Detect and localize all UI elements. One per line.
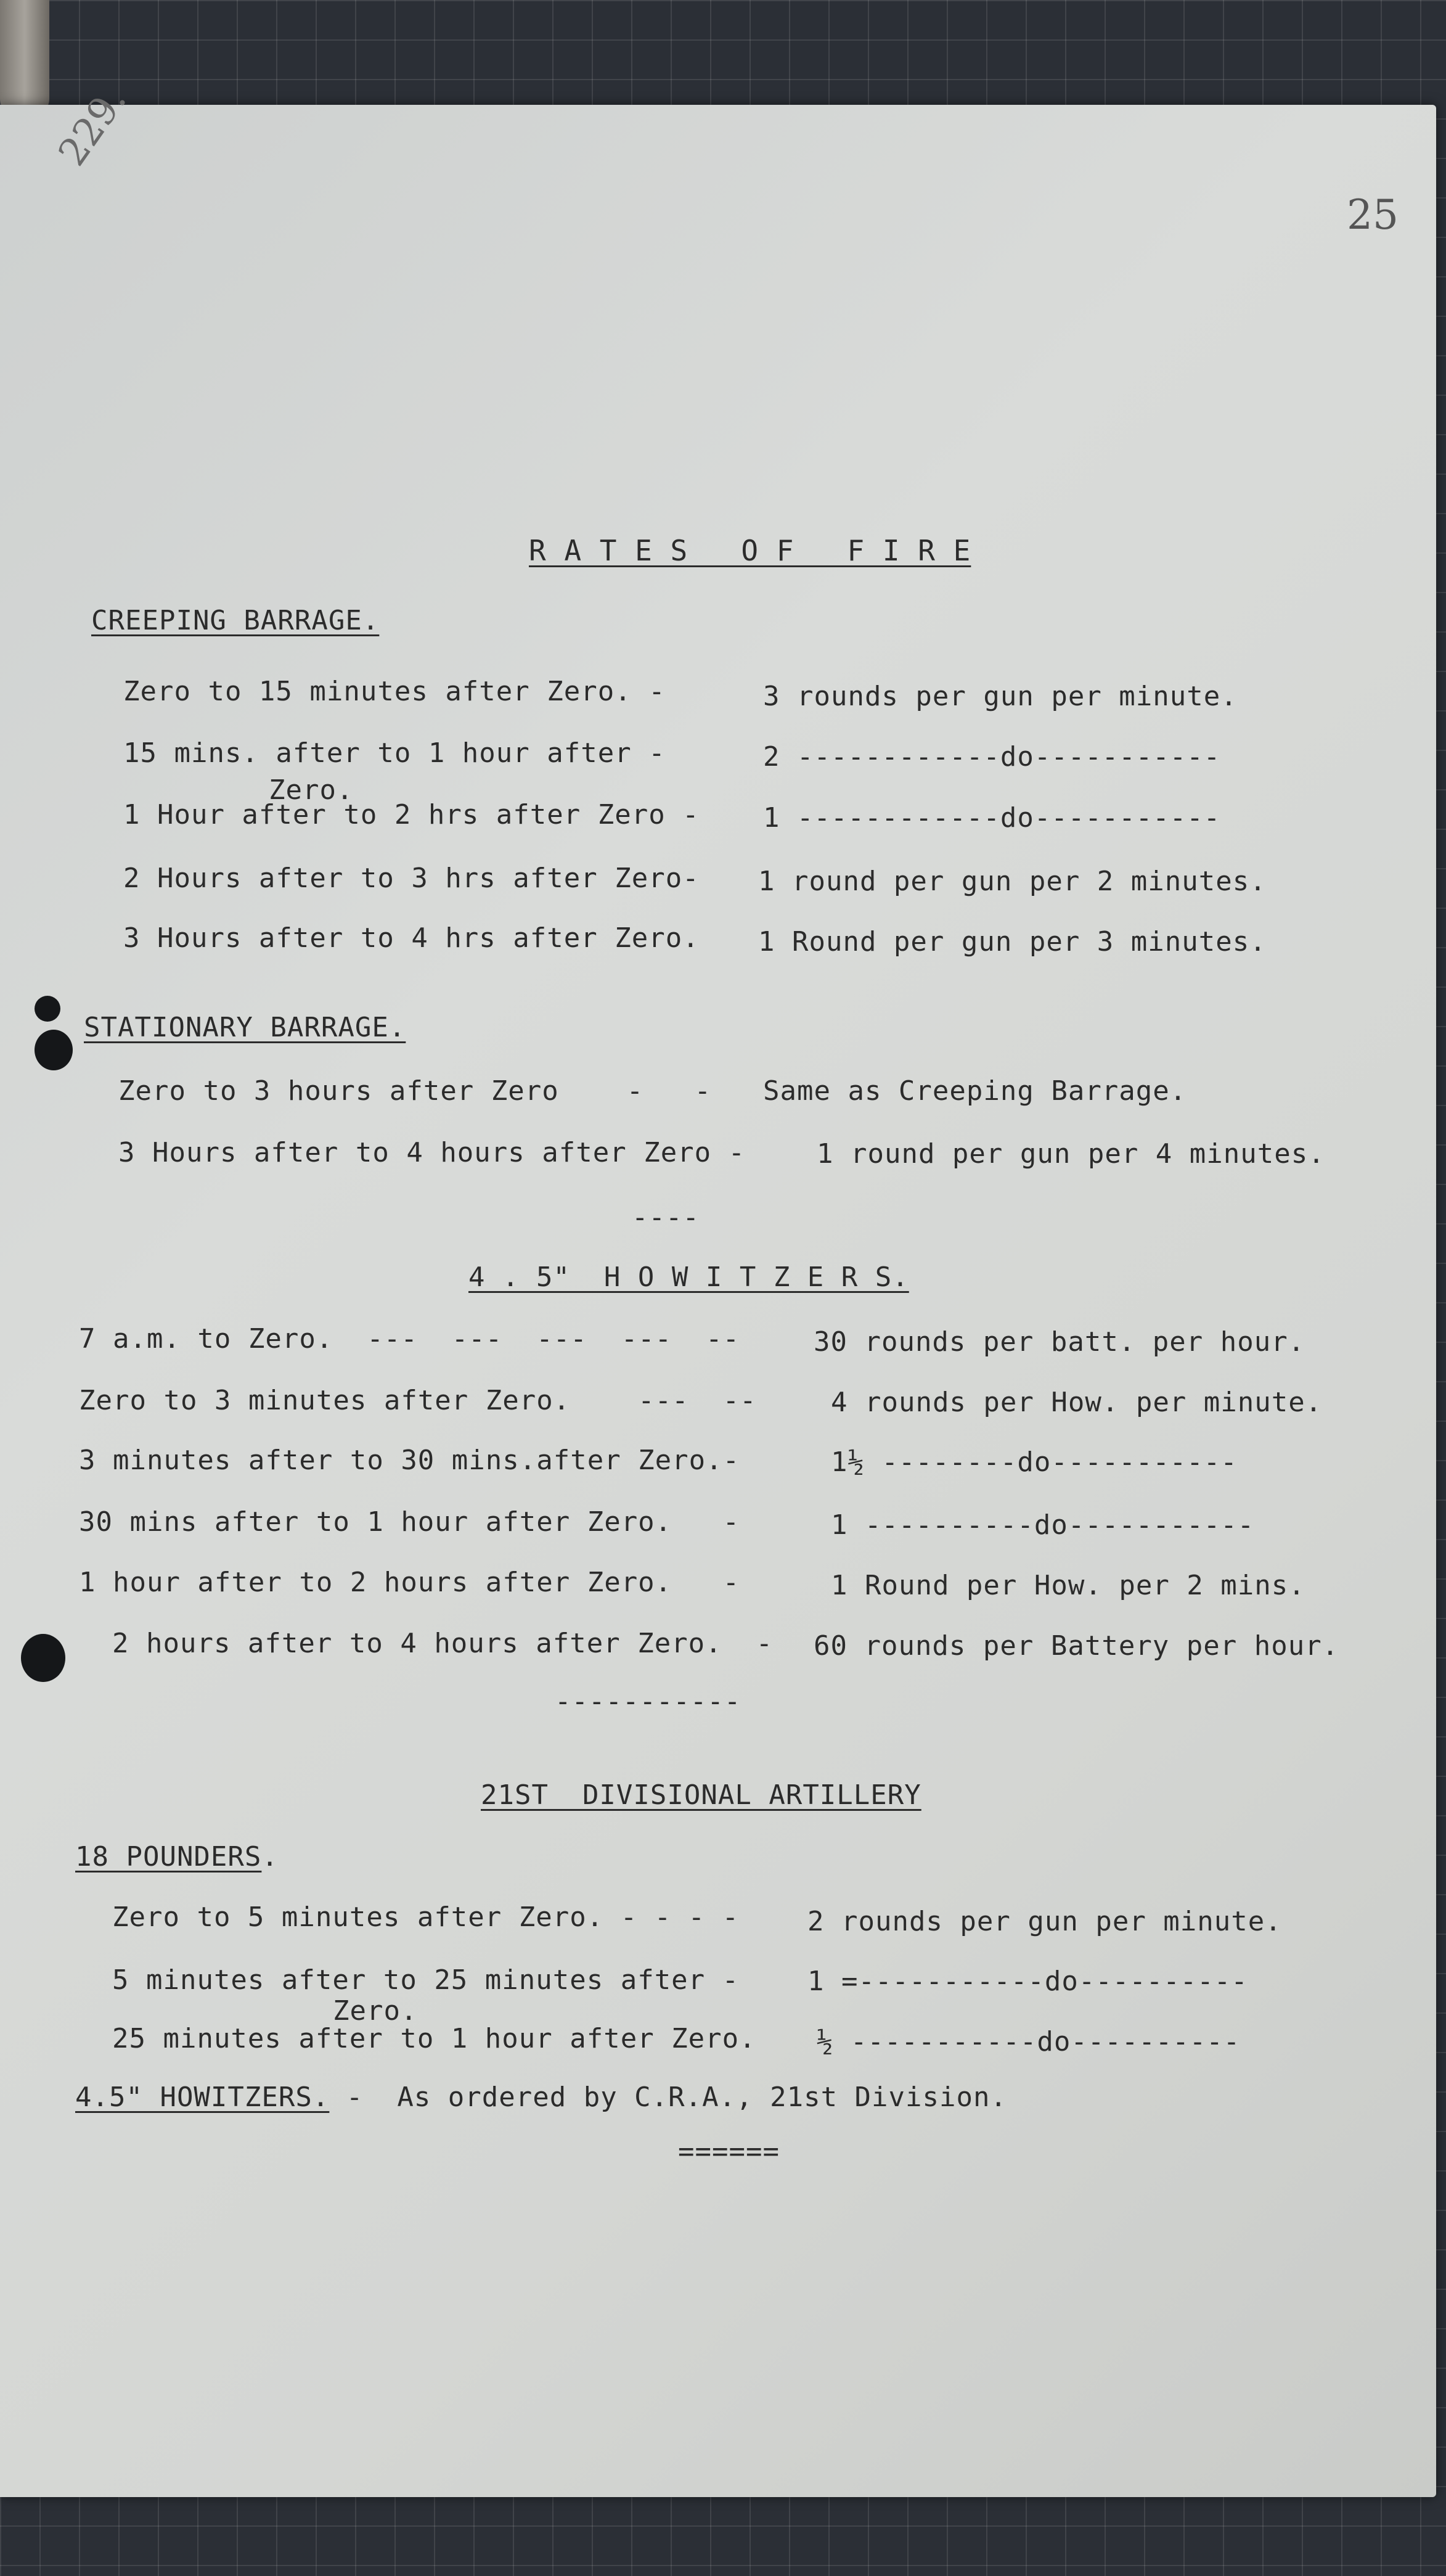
creeping-time: 15 mins. after to 1 hour after - [123, 737, 666, 769]
stationary-time: 3 Hours after to 4 hours after Zero - [118, 1137, 746, 1168]
stationary-rate: 1 round per gun per 4 minutes. [817, 1138, 1325, 1170]
pounders-time: Zero to 5 minutes after Zero. - - - - [112, 1901, 740, 1933]
pounders-time-cont: Zero. [333, 1995, 418, 2027]
creeping-rate: 2 ------------do----------- [763, 741, 1221, 773]
creeping-rate: 3 rounds per gun per minute. [763, 681, 1238, 712]
handwritten-folio: 229. [49, 78, 135, 174]
howitzer-time: Zero to 3 minutes after Zero. --- -- [79, 1385, 757, 1416]
punch-hole [21, 1634, 65, 1682]
binder-tag [0, 0, 49, 117]
howitzer-rate: 1 Round per How. per 2 mins. [831, 1570, 1305, 1601]
creeping-rate: 1 ------------do----------- [763, 802, 1221, 834]
creeping-time: 2 Hours after to 3 hrs after Zero- [123, 863, 700, 894]
creeping-time: 3 Hours after to 4 hrs after Zero. [123, 922, 700, 954]
howitzer-time: 3 minutes after to 30 mins.after Zero.- [79, 1445, 740, 1476]
pounders-heading-tail: . [261, 1841, 279, 1873]
howitzers-heading: 4 . 5" H O W I T Z E R S. [468, 1261, 909, 1293]
stationary-rate: Same as Creeping Barrage. [763, 1075, 1187, 1107]
pounders-rate: 1 =-----------do---------- [807, 1966, 1248, 1997]
howitzer-rate: 30 rounds per batt. per hour. [814, 1326, 1305, 1358]
pounders-heading: 18 POUNDERS [75, 1841, 262, 1873]
end-mark: ====== [678, 2136, 780, 2167]
division-heading: 21ST DIVISIONAL ARTILLERY [481, 1779, 921, 1811]
howitzer-time: 7 a.m. to Zero. --- --- --- --- -- [79, 1323, 740, 1355]
creeping-rate: 1 Round per gun per 3 minutes. [758, 926, 1267, 958]
howitzer-time: 30 mins after to 1 hour after Zero. - [79, 1506, 740, 1538]
divider: ----------- [555, 1686, 741, 1717]
pounders-time: 25 minutes after to 1 hour after Zero. [112, 2023, 756, 2054]
howitzer-time: 2 hours after to 4 hours after Zero. - [112, 1628, 774, 1659]
pounders-heading-line [75, 1841, 279, 1873]
punch-hole [35, 1030, 73, 1070]
creeping-time-cont: Zero. [269, 774, 354, 806]
creeping-time: 1 Hour after to 2 hrs after Zero - [123, 799, 700, 831]
howitzer-rate: 1 ----------do----------- [831, 1509, 1255, 1541]
document-page [0, 78, 1436, 2497]
page-number: 25 [1347, 191, 1399, 239]
howitzer-note: - As ordered by C.R.A., 21st Division. [329, 2082, 1007, 2113]
creeping-heading: CREEPING BARRAGE. [91, 605, 380, 636]
howitzer-time: 1 hour after to 2 hours after Zero. - [79, 1567, 740, 1598]
pounders-time: 5 minutes after to 25 minutes after - [112, 1964, 740, 1996]
howitzer-note-line [75, 2084, 1007, 2111]
howitzer-rate: 60 rounds per Battery per hour. [814, 1630, 1339, 1662]
pounders-rate: 2 rounds per gun per minute. [807, 1906, 1282, 1937]
creeping-rate: 1 round per gun per 2 minutes. [758, 866, 1267, 897]
stationary-heading: STATIONARY BARRAGE. [84, 1012, 406, 1043]
howitzer-rate: 4 rounds per How. per minute. [831, 1387, 1323, 1418]
stationary-time: Zero to 3 hours after Zero - - [118, 1075, 712, 1107]
punch-hole [35, 996, 60, 1022]
howitzer-note-heading: 4.5" HOWITZERS. [75, 2082, 330, 2113]
howitzer-rate: 1½ --------do----------- [831, 1446, 1238, 1478]
page-title: R A T E S O F F I R E [529, 534, 971, 567]
divider: ---- [632, 1202, 700, 1233]
creeping-time: Zero to 15 minutes after Zero. - [123, 676, 666, 707]
pounders-rate: ½ -----------do---------- [817, 2026, 1241, 2057]
